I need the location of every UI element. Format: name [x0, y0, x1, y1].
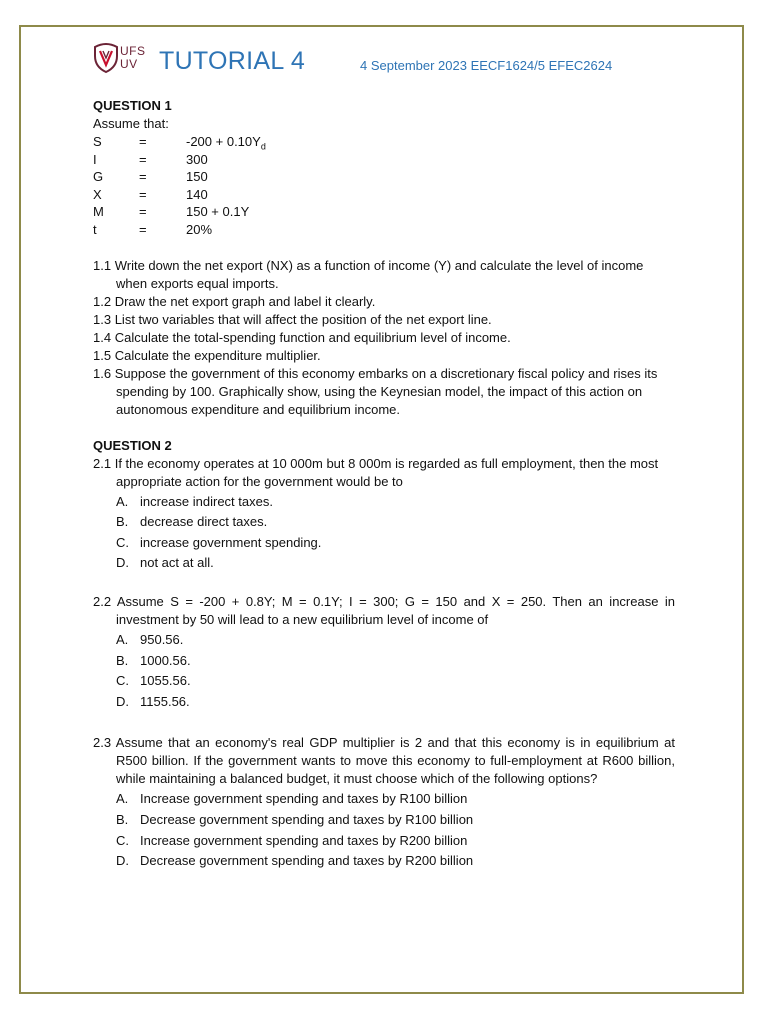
assumption-variable: t [93, 221, 97, 237]
mcq-2-3 [93, 734, 675, 872]
question-item [93, 347, 675, 365]
question-1-intro: Assume that: [93, 116, 169, 131]
option-b [93, 811, 675, 832]
item-number: 1.1 [93, 257, 112, 273]
mcq-2-1 [93, 455, 675, 575]
item-text: Assume S = -200 + 0.8Y; M = 0.1Y; I = 300; G = 150 and X = 250. Then an increase in investment by 50 will lead to a new equilibrium level of income of [116, 593, 676, 627]
ufs-logo [92, 42, 150, 74]
item-text: Draw the net export graph and label it clearly. [114, 293, 376, 309]
ufs-shield-icon [92, 42, 120, 74]
assumption-value [186, 133, 266, 151]
question-item [93, 734, 675, 788]
assumption-variable: S [93, 134, 102, 149]
option-text: Increase government spending and taxes by R200 billion [140, 832, 468, 848]
option-c [93, 534, 675, 555]
option-letter: A. [116, 791, 129, 807]
option-letter: B. [116, 811, 129, 827]
page-title: TUTORIAL 4 [159, 47, 306, 75]
item-text: Calculate the total-spending function and equilibrium level of income. [114, 329, 511, 345]
item-number: 1.5 [93, 347, 112, 363]
option-letter: A. [116, 493, 129, 509]
option-letter: C. [116, 673, 129, 689]
item-number: 1.3 [93, 311, 112, 327]
option-b [93, 513, 675, 534]
question-item [93, 329, 675, 347]
option-d [93, 852, 675, 873]
equals-sign: = [139, 186, 147, 202]
option-c [93, 832, 675, 853]
item-number: 2.3 [93, 735, 112, 751]
item-text: List two variables that will affect the position of the net export line. [114, 311, 492, 327]
item-text: Calculate the expenditure multiplier. [114, 347, 321, 363]
option-text: decrease direct taxes. [140, 514, 268, 530]
equals-sign: = [139, 134, 147, 149]
assumption-value-subscript: d [260, 141, 266, 152]
item-text: If the economy operates at 10 000m but 8 000m is regarded as full employment, then the most appropriate action for the government would be to [114, 455, 659, 489]
equals-sign: = [139, 151, 147, 167]
option-d [93, 693, 675, 714]
option-d [93, 554, 675, 575]
assumption-variable: M [93, 204, 104, 220]
item-text: Write down the net export (NX) as a function of income (Y) and calculate the level of income when exports equal imports. [114, 257, 644, 291]
option-letter: B. [116, 514, 129, 530]
document-body [93, 97, 675, 873]
item-number: 1.6 [93, 365, 112, 381]
item-number: 1.2 [93, 293, 112, 309]
option-text: Decrease government spending and taxes by R100 billion [140, 811, 474, 827]
options-list [93, 493, 675, 575]
assumption-value: 20% [186, 221, 213, 237]
question-2-heading: QUESTION 2 [93, 437, 172, 453]
logo-text-ufs: UFS [120, 44, 146, 58]
question-item [93, 365, 675, 419]
assumption-variable: G [93, 169, 104, 185]
equals-sign: = [139, 169, 147, 185]
assumption-value: 150 + 0.1Y [186, 204, 250, 220]
option-text: Increase government spending and taxes by R100 billion [140, 791, 468, 807]
question-item [93, 311, 675, 329]
item-text: Suppose the government of this economy embarks on a discretionary fiscal policy and rises its spending by 100. Graphically show, using the Keynesian model, the impact of this action on autonomous expenditure and equilibrium income. [114, 365, 658, 417]
assumption-row [93, 203, 675, 221]
option-text: not act at all. [140, 555, 214, 571]
equals-sign: = [139, 204, 147, 220]
option-text: Decrease government spending and taxes by R200 billion [140, 853, 474, 869]
assumption-row [93, 221, 675, 239]
assumption-value: 140 [186, 186, 208, 202]
option-letter: A. [116, 631, 129, 647]
assumption-row [93, 168, 675, 186]
options-list [93, 631, 675, 713]
option-letter: C. [116, 832, 129, 848]
option-a [93, 631, 675, 652]
item-text: Assume that an economy's real GDP multiplier is 2 and that this economy is in equilibrium at R500 billion. If the government wants to move this economy to full-employment at R600 billion, while maintaining a balanced budget, it must choose which of the following options? [115, 735, 675, 787]
question-item [93, 455, 675, 491]
option-text: 1055.56. [140, 673, 191, 689]
item-number: 2.2 [93, 593, 112, 609]
document-header [92, 42, 692, 82]
logo-text-uv: UV [120, 57, 138, 71]
assumption-variable: I [93, 151, 97, 167]
assumptions-list [93, 133, 675, 239]
options-list [93, 790, 675, 872]
assumption-value: 150 [186, 169, 208, 185]
option-text: 950.56. [140, 631, 184, 647]
question-1-items [93, 257, 675, 419]
assumption-variable: X [93, 186, 102, 202]
option-text: increase government spending. [140, 534, 322, 550]
question-item [93, 257, 675, 293]
option-letter: C. [116, 534, 129, 550]
assumption-row [93, 186, 675, 204]
option-c [93, 672, 675, 693]
assumption-row [93, 133, 675, 151]
option-text: 1155.56. [140, 693, 190, 709]
option-letter: D. [116, 555, 129, 571]
option-letter: D. [116, 853, 129, 869]
assumption-row [93, 151, 675, 169]
equals-sign: = [139, 221, 147, 237]
item-number: 1.4 [93, 329, 112, 345]
item-number: 2.1 [93, 455, 112, 471]
assumption-value-text: -200 + 0.10Y [186, 134, 261, 149]
option-letter: D. [116, 693, 129, 709]
question-item [93, 593, 675, 629]
page-subtitle: 4 September 2023 EECF1624/5 EFEC2624 [360, 58, 613, 73]
question-1-heading: QUESTION 1 [93, 98, 172, 113]
mcq-2-2 [93, 593, 675, 713]
option-a [93, 493, 675, 514]
assumption-value: 300 [186, 151, 208, 167]
option-a [93, 790, 675, 811]
question-item [93, 293, 675, 311]
option-text: increase indirect taxes. [140, 493, 273, 509]
option-text: 1000.56. [140, 652, 191, 668]
option-b [93, 652, 675, 673]
option-letter: B. [116, 652, 129, 668]
